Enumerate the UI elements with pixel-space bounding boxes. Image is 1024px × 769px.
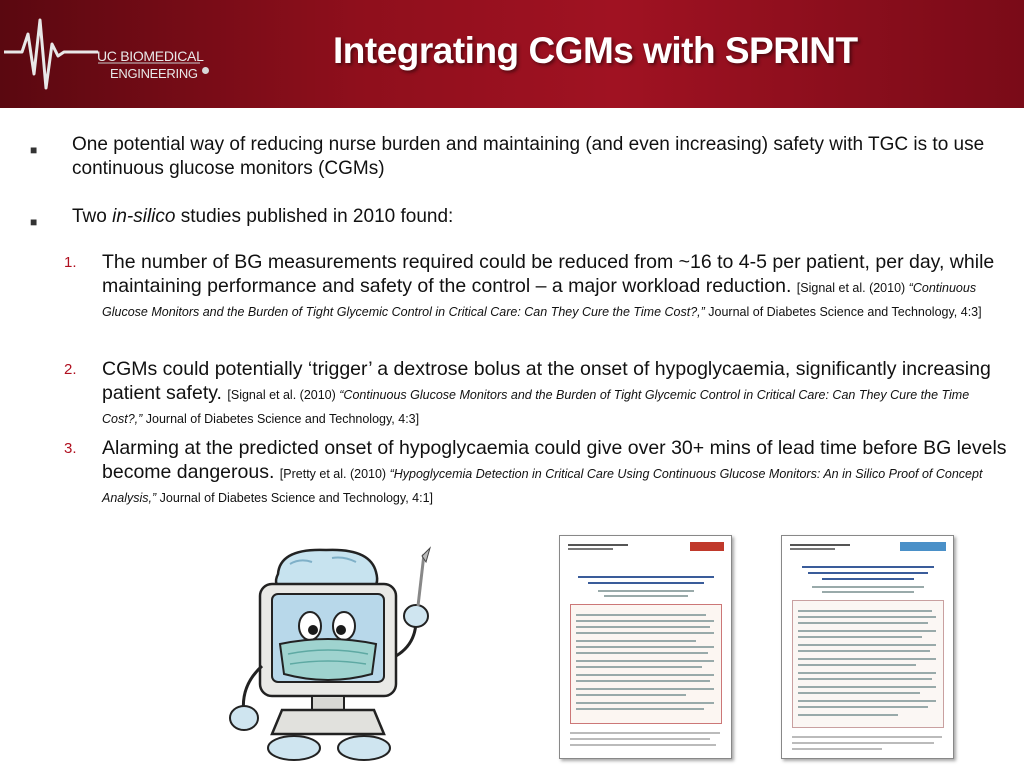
finding-main-text: The number of BG measurements required could be reduced from ~16 to 4-5 per patient, per day, while maintaining performance and safety of the control – a major workload reduction. — [102, 251, 995, 297]
surgeon-computer-mascot — [220, 546, 435, 764]
slide-title: Integrating CGMs with SPRINT — [333, 30, 858, 71]
citation-title: “Hypoglycemia Detection in Critical Care Using Continuous Glucose Monitors: An in Silico Proof of Concept Analysis,” — [102, 467, 983, 505]
citation-prefix: [Signal et al. (2010) — [227, 388, 340, 402]
finding-text — [102, 357, 1007, 429]
slide-header — [0, 0, 1024, 108]
bullet-text — [72, 205, 992, 229]
citation-title: “Continuous Glucose Monitors and the Burden of Tight Glycemic Control in Critical Care: Can They Cure the Time Cost?,” — [102, 281, 977, 319]
square-bullet-icon: ■ — [30, 215, 38, 229]
finding-main-text: Alarming at the predicted onset of hypoglycaemia could give over 30+ mins of lead time before BG levels become dangerous. — [102, 437, 1007, 483]
uc-biomedical-logo — [0, 14, 230, 96]
logo-text-line1: UC BIOMEDICAL — [97, 48, 204, 64]
paper-thumbnail-signal-2010 — [781, 535, 954, 759]
finding-citation — [102, 388, 969, 426]
finding-number: 2. — [64, 361, 77, 378]
surgeon-computer-mascot-icon — [220, 546, 435, 764]
bullet-text-suffix: studies published in 2010 found: — [175, 206, 454, 227]
finding-number: 1. — [64, 254, 77, 271]
logo-dot — [202, 67, 209, 74]
citation-prefix: [Pretty et al. (2010) — [279, 467, 390, 481]
bullet-text-italic: in-silico — [112, 206, 176, 227]
citation-suffix: Journal of Diabetes Science and Technology, 4:3] — [704, 305, 982, 319]
finding-main-text: CGMs could potentially ‘trigger’ a dextrose bolus at the onset of hypoglycaemia, significantly increasing patient safety. — [102, 358, 991, 404]
citation-suffix: Journal of Diabetes Science and Technology, 4:3] — [142, 412, 420, 426]
bullet-text: One potential way of reducing nurse burden and maintaining (and even increasing) safety with TGC is to use continuous glucose monitors (CGMs) — [72, 134, 985, 179]
citation-prefix: [Signal et al. (2010) — [796, 281, 909, 295]
citation-title: “Continuous Glucose Monitors and the Burden of Tight Glycemic Control in Critical Care: Can They Cure the Time Cost?,” — [102, 388, 970, 426]
citation-suffix: Journal of Diabetes Science and Technology, 4:1] — [156, 491, 433, 505]
square-bullet-icon: ■ — [30, 143, 38, 157]
bullet-text-prefix: Two — [72, 206, 113, 227]
finding-text — [102, 250, 1007, 322]
logo-text-line2: ENGINEERING — [110, 66, 198, 81]
finding-number: 3. — [64, 440, 77, 457]
finding-text — [102, 436, 1007, 508]
paper-thumbnail-pretty-2010 — [559, 535, 732, 759]
